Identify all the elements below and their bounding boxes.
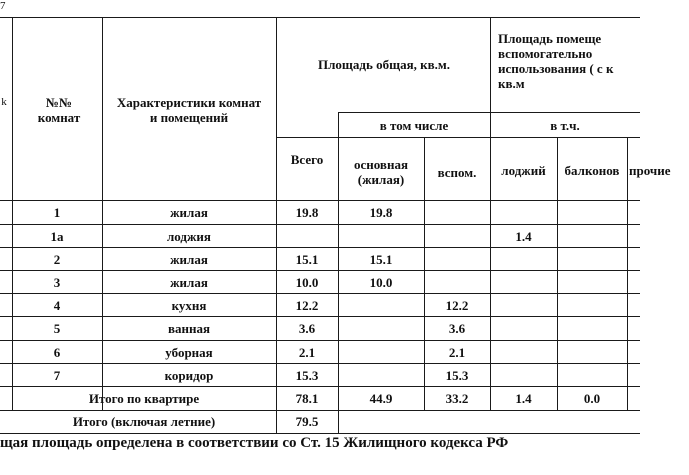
header-aux: вспом. — [437, 165, 477, 180]
header-other: прочие — [629, 163, 671, 178]
cell-name: жилая — [170, 205, 208, 220]
cell-no: 7 — [53, 368, 61, 383]
cell-name: уборная — [165, 345, 213, 360]
cell-no: 3 — [53, 275, 61, 290]
cell-name: лоджия — [167, 229, 211, 244]
corner-fragment: 7 — [0, 0, 6, 12]
cell-main: 15.1 — [369, 252, 393, 267]
grid-line — [0, 340, 640, 341]
cell-total: 3.6 — [298, 321, 316, 336]
grid-line — [0, 410, 640, 411]
cell-total: 19.8 — [295, 205, 319, 220]
totals-summer-total: 79.5 — [295, 414, 319, 429]
cell-main: 10.0 — [369, 275, 393, 290]
grid-line — [276, 137, 640, 138]
cell-total: 12.2 — [295, 298, 319, 313]
grid-line — [0, 224, 640, 225]
cell-name: жилая — [170, 275, 208, 290]
totals-aux: 33.2 — [445, 391, 469, 406]
grid-line — [0, 433, 640, 434]
cell-aux: 2.1 — [448, 345, 466, 360]
cell-aux: 12.2 — [445, 298, 469, 313]
grid-line — [0, 363, 640, 364]
totals-loggia: 1.4 — [515, 391, 532, 406]
cell-no: 6 — [53, 345, 61, 360]
cell-name: коридор — [164, 368, 214, 383]
cell-total: 15.3 — [295, 368, 319, 383]
grid-line — [490, 17, 491, 410]
grid-line — [0, 293, 640, 294]
header-main: основная (жилая) — [354, 157, 408, 187]
cell-total: 2.1 — [298, 345, 316, 360]
cell-total: 15.1 — [295, 252, 319, 267]
cell-name: жилая — [170, 252, 208, 267]
grid-line — [0, 270, 640, 271]
header-incl-1: в том числе — [379, 118, 449, 133]
grid-line — [0, 386, 640, 387]
grid-line — [627, 137, 628, 410]
header-area-total: Площадь общая, кв.м. — [318, 57, 450, 72]
cell-aux: 3.6 — [448, 321, 466, 336]
footer-note: щая площадь определена в соответствии со Ст. 15 Жилищного кодекса РФ — [0, 435, 509, 451]
edge-fragment: k — [1, 96, 7, 108]
header-balconies: балконов — [564, 163, 620, 178]
cell-aux: 15.3 — [445, 368, 469, 383]
cell-no: 5 — [53, 321, 61, 336]
cell-loggia: 1.4 — [515, 229, 532, 244]
header-total: Всего — [290, 152, 324, 167]
cell-main: 19.8 — [369, 205, 393, 220]
totals-total: 78.1 — [295, 391, 319, 406]
grid-line — [338, 112, 640, 113]
totals-label: Итого по квартире — [88, 391, 200, 406]
cell-name: кухня — [171, 298, 207, 313]
header-rooms-no: №№ комнат — [37, 95, 81, 125]
grid-line — [0, 247, 640, 248]
totals-summer-label: Итого (включая летние) — [72, 414, 216, 429]
cell-name: ванная — [167, 321, 211, 336]
grid-line — [0, 200, 640, 201]
header-characteristics: Характеристики комнат и помещений — [116, 95, 262, 125]
header-incl-2: в т.ч. — [550, 118, 580, 133]
header-area-aux: Площадь помеще вспомогательно использования ( с к кв.м — [498, 31, 614, 91]
totals-balcony: 0.0 — [583, 391, 601, 406]
cell-no: 2 — [53, 252, 61, 267]
grid-line — [0, 17, 640, 18]
cell-no: 1 — [53, 205, 61, 220]
cell-total: 10.0 — [295, 275, 319, 290]
totals-main: 44.9 — [369, 391, 393, 406]
header-loggias: лоджий — [501, 163, 546, 178]
cell-no: 1а — [50, 229, 64, 244]
grid-line — [0, 316, 640, 317]
cell-no: 4 — [53, 298, 61, 313]
